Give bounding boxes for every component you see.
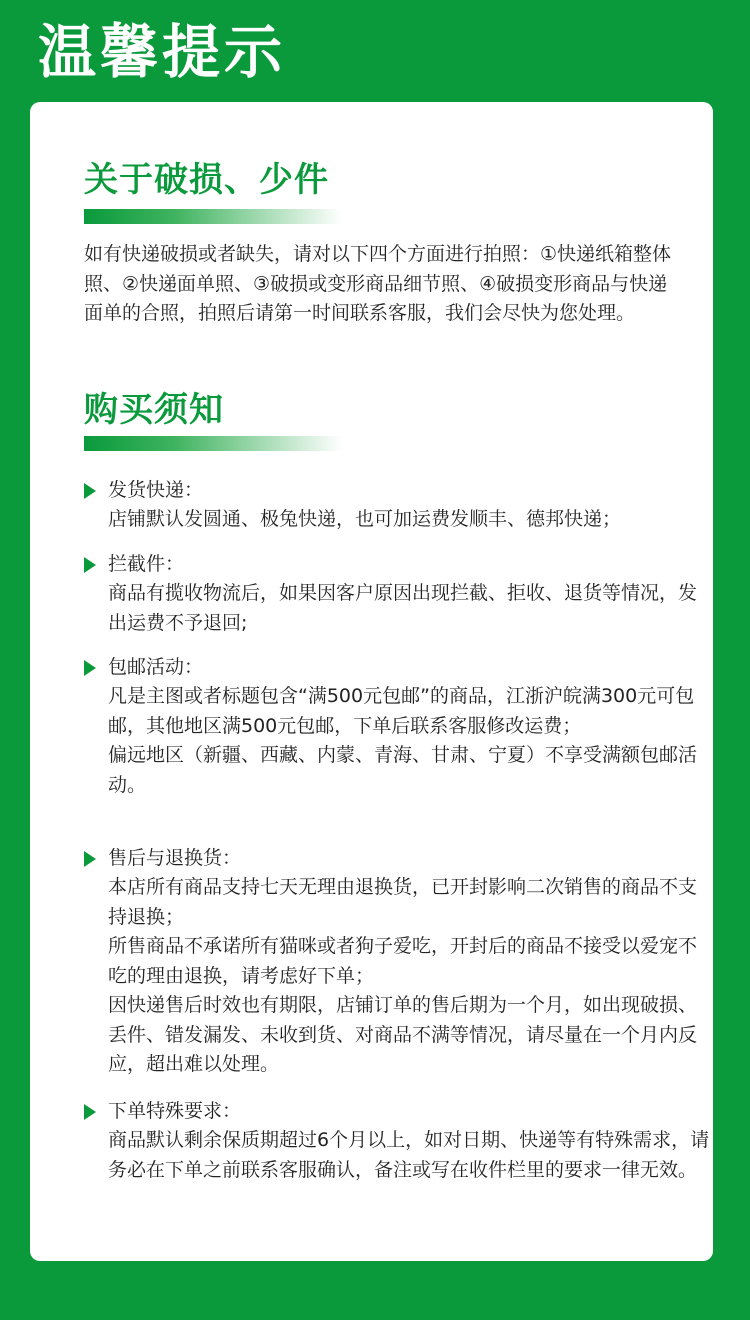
item-label: 下单特殊要求： <box>108 1100 242 1122</box>
triangle-bullet-icon <box>84 557 96 573</box>
item-label: 包邮活动： <box>108 656 204 678</box>
damage-instructions: 如有快递破损或者缺失，请对以下四个方面进行拍照：①快递纸箱整体照、②快递面单照、③破损或变形商品细节照、④破损变形商品与快递面单的合照，拍照后请第一时间联系客服，我们会尽快为您处理。 <box>84 243 672 324</box>
item-label: 拦截件： <box>108 553 185 575</box>
notice-item-after-sales <box>84 844 714 1080</box>
item-text: 偏远地区（新疆、西藏、内蒙、青海、甘肃、宁夏）不享受满额包邮活动。 <box>108 744 698 796</box>
notice-item-intercept <box>84 550 714 638</box>
triangle-bullet-icon <box>84 660 96 676</box>
item-label: 售后与退换货： <box>108 847 242 869</box>
item-text: 商品有揽收物流后，如果因客户原因出现拦截、拒收、退货等情况，发出运费不予退回; <box>108 582 698 634</box>
notice-item-shipping <box>84 476 714 535</box>
item-text: 因快递售后时效也有期限，店铺订单的售后期为一个月，如出现破损、丢件、错发漏发、未收到货、对商品不满等情况，请尽量在一个月内反应，超出难以处理。 <box>108 994 698 1075</box>
triangle-bullet-icon <box>84 483 96 499</box>
section-title-damage: 关于破损、少件 <box>84 160 329 200</box>
triangle-bullet-icon <box>84 1104 96 1120</box>
item-text: 本店所有商品支持七天无理由退换货，已开封影响二次销售的商品不支持退换； <box>108 876 698 928</box>
item-text: 凡是主图或者标题包含“满500元包邮”的商品，江浙沪皖满300元可包邮，其他地区满500元包邮，下单后联系客服修改运费； <box>108 685 695 737</box>
item-label: 发货快递： <box>108 479 204 501</box>
notice-card <box>30 102 713 1261</box>
section-title-underline <box>84 209 342 224</box>
item-text: 商品默认剩余保质期超过6个月以上，如对日期、快递等有特殊需求，请务必在下单之前联系客服确认，备注或写在收件栏里的要求一律无效。 <box>108 1129 710 1181</box>
section-title-purchase-notes: 购买须知 <box>84 390 224 430</box>
item-text: 店铺默认发圆通、极兔快递，也可加运费发顺丰、德邦快递； <box>108 508 622 530</box>
item-text: 所售商品不承诺所有猫咪或者狗子爱吃，开封后的商品不接受以爱宠不吃的理由退换，请考虑好下单； <box>108 935 698 987</box>
notice-item-free-shipping <box>84 653 714 800</box>
triangle-bullet-icon <box>84 851 96 867</box>
page-title: 温馨提示 <box>38 18 287 86</box>
notice-item-special-requests <box>84 1097 714 1185</box>
section-title-underline <box>84 436 342 451</box>
